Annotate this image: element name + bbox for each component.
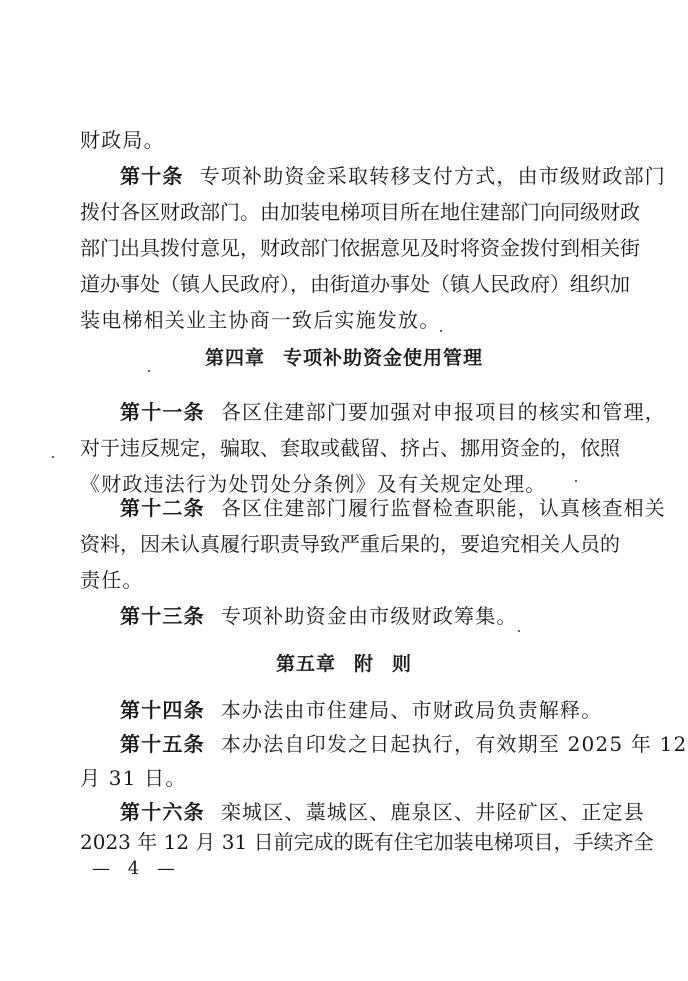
page-number: — 4 — xyxy=(92,858,181,879)
article-10-text-1: 专项补助资金采取转移支付方式，由市级财政部门 xyxy=(199,164,667,188)
article-13-text-1: 专项补助资金由市级财政筹集。 xyxy=(220,604,518,628)
article-11-label: 第十一条 xyxy=(120,400,205,424)
article-15-text-1: 本办法自印发之日起执行，有效期至 2025 年 12 xyxy=(220,732,688,756)
article-13-label: 第十三条 xyxy=(120,604,205,628)
article-15-line-2: 月 31 日。 xyxy=(80,766,187,790)
article-12-line-1 xyxy=(120,496,667,520)
article-10-label: 第十条 xyxy=(120,164,184,188)
chapter-5-number: 第五章 xyxy=(275,653,336,675)
article-16-label: 第十六条 xyxy=(120,800,205,824)
article-10-line-4: 道办事处（镇人民政府），由街道办事处（镇人民政府）组织加 xyxy=(80,272,630,296)
chapter-4-number: 第四章 xyxy=(204,347,265,369)
chapter-5-title-2: 则 xyxy=(392,653,413,675)
article-11-line-3: 《财政违法行为处罚处分条例》及有关规定处理。 xyxy=(80,472,547,496)
article-12-line-3: 责任。 xyxy=(80,568,144,592)
scan-speck xyxy=(518,630,520,632)
article-10-line-5: 装电梯相关业主协商一致后实施发放。 xyxy=(80,308,441,332)
article-12-line-2: 资料，因未认真履行职责导致严重后果的，要追究相关人员的 xyxy=(80,532,620,556)
article-16-line-1 xyxy=(120,800,645,824)
article-10-line-2: 拨付各区财政部门。由加装电梯项目所在地住建部门向同级财政 xyxy=(80,200,640,224)
article-11-text-1: 各区住建部门要加强对申报项目的核实和管理， xyxy=(220,400,667,424)
continuation-line: 财政局。 xyxy=(80,128,165,152)
scan-speck xyxy=(440,330,442,332)
article-12-text-1: 各区住建部门履行监督检查职能，认真核查相关 xyxy=(220,496,667,520)
article-16-line-2: 2023 年 12 月 31 日前完成的既有住宅加装电梯项目，手续齐全 xyxy=(80,830,654,854)
scan-speck xyxy=(52,456,54,458)
article-14-label: 第十四条 xyxy=(120,698,205,722)
scan-speck xyxy=(575,480,577,482)
article-15-label: 第十五条 xyxy=(120,732,205,756)
article-13-line-1 xyxy=(120,604,600,628)
chapter-4-heading xyxy=(0,346,688,370)
article-16-text-1: 栾城区、藁城区、鹿泉区、井陉矿区、正定县 xyxy=(220,800,645,824)
article-15-line-1 xyxy=(120,732,688,756)
chapter-5-heading xyxy=(0,652,688,676)
chapter-5-title-1: 附 xyxy=(353,653,374,675)
article-14-text-1: 本办法由市住建局、市财政局负责解释。 xyxy=(220,698,603,722)
article-14-line-1 xyxy=(120,698,603,722)
scan-speck xyxy=(148,370,150,372)
article-10-line-3: 部门出具拨付意见，财政部门依据意见及时将资金拨付到相关街 xyxy=(80,236,640,260)
article-10-line-1 xyxy=(120,164,667,188)
chapter-4-title: 专项补助资金使用管理 xyxy=(283,347,484,369)
article-11-line-1 xyxy=(120,400,667,424)
article-11-line-2: 对于违反规定，骗取、套取或截留、挤占、挪用资金的，依照 xyxy=(80,436,620,460)
article-12-label: 第十二条 xyxy=(120,496,205,520)
